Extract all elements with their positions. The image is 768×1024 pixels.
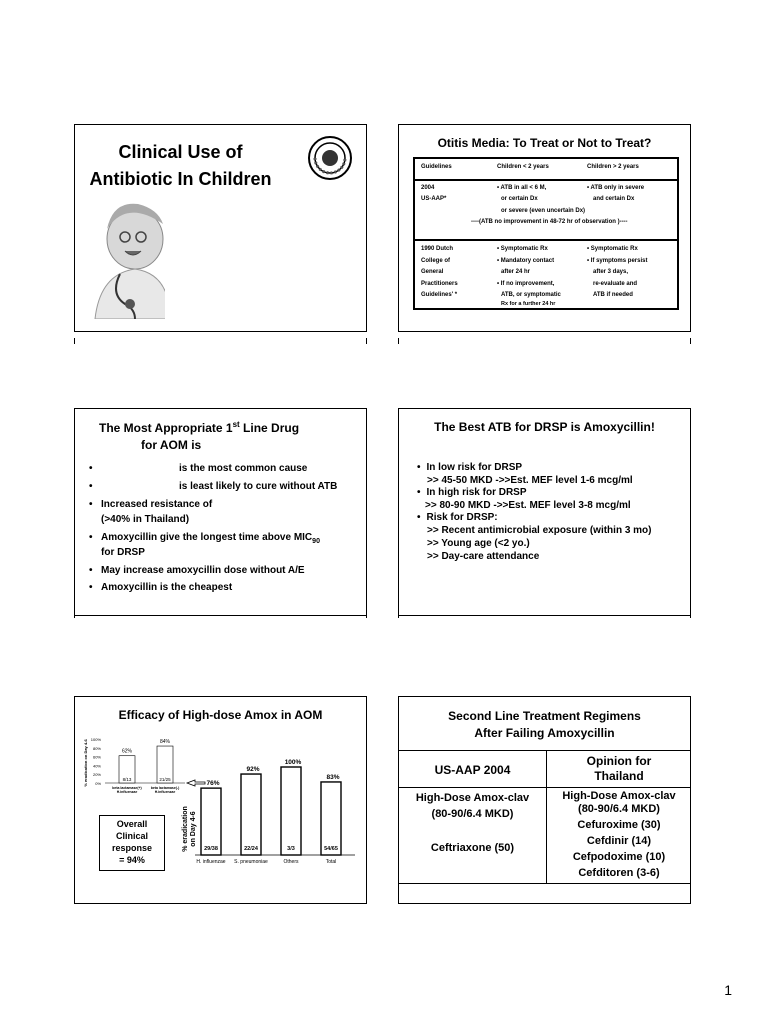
slide-3-title-line-2: for AOM is [141,438,202,452]
slide-5-title: Efficacy of High-dose Amox in AOM [118,708,323,722]
big-chart-count-label: 54/65 [324,846,338,852]
row1-under2: or certain Dx [501,196,538,202]
overall-text: = 94% [119,855,145,865]
row2-under2: • Symptomatic Rx [497,246,548,252]
small-chart-ytick: 20% [92,772,101,778]
header-over-2: Children > 2 years [587,164,639,170]
row1-under2: or severe (even uncertain Dx) [501,208,586,214]
slide-6-title-line-1: Second Line Treatment Regimens [448,709,641,723]
row1-over2: and certain Dx [593,196,635,202]
row2-guideline: Practitioners [421,281,458,287]
bullet-4: • Amoxycillin give the longest time above $MIC_{90}$ [89,531,93,544]
subscript: 90 [312,538,320,545]
small-chart-category: H.influenzae [116,790,138,794]
us-aap-item: Ceftriaxone (50) [430,842,515,854]
small-chart-ytick: 80% [92,745,101,751]
row2-under2: ATB, or symptomatic [501,292,561,298]
thailand-item: (80-90/6.4 MKD) [578,803,660,815]
title-text: The Most Appropriate 1 [99,421,233,435]
title-text: Line Drug [239,421,300,435]
arrow-icon [187,780,205,786]
small-chart-ytick: 40% [92,763,101,769]
drsp-line-3: • In high risk for DRSP [417,487,527,498]
bullet-4-cont: for DRSP [101,547,145,558]
bullet-text: is the most common cause [179,463,308,474]
bullet-5: • May increase amoxycillin dose without A/E [89,565,305,576]
slide-2-title: Otitis Media: To Treat or Not to Treat? [437,136,652,150]
slide-1-title-line-2: Antibiotic In Children [89,169,272,189]
slide-3 [74,408,367,616]
row1-under2: • ATB in all < 6 M, [497,185,547,191]
big-chart-category: Others [283,859,299,865]
drsp-line-8: >> Day-care attendance [427,551,540,562]
big-chart-category: H. influenzae [196,859,226,865]
big-chart-count-label: 3/3 [287,846,295,852]
drsp-line-2: >> 45-50 MKD ->>Est. MEF level 1-6 mcg/ml [427,475,633,486]
us-aap-item: High-Dose Amox-clav [415,792,530,804]
slide-1-title-line-1: Clinical Use of [118,142,243,162]
slide-2 [398,124,691,332]
big-chart-value-label: 76% [206,780,220,788]
overall-text: Clinical [115,831,148,841]
bullet-text: Increased resistance of [101,499,213,510]
header-guidelines: Guidelines [421,164,452,170]
bullet-text: is least likely to cure without ATB [179,481,338,492]
row2-over2: re-evaluate and [593,281,638,287]
big-chart-value-label: 92% [246,766,260,774]
slide-3-title-line-1 [99,420,299,435]
big-chart-count-label: 29/38 [204,846,218,852]
university-seal-icon [307,135,353,181]
regimens-table [399,750,691,884]
thailand-item: Cefditoren (3-6) [578,867,660,879]
small-chart-category: H.influenzae [154,790,176,794]
col-thailand-header-1: Opinion for [586,754,652,768]
bullet-text: Amoxycillin is the cheapest [101,582,233,593]
drsp-line-4: >> 80-90 MKD ->>Est. MEF level 3-8 mcg/ml [425,500,631,511]
bullet-6: • Amoxycillin is the cheapest [89,582,233,593]
thailand-item: Cefpodoxime (10) [572,851,666,863]
bullet-1: • is the most common cause [89,463,308,474]
row2-over2: after 3 days, [593,269,629,275]
col-thailand-header-2: Thailand [594,769,644,783]
small-chart-category: beta lactamase(-) [150,786,180,790]
line-text: In high risk for DRSP [426,487,527,498]
drsp-line-7: >> Young age (<2 yo.) [427,538,530,549]
big-chart-ylabel: % eradication [182,806,189,852]
row1-note: ----(ATB no improvement in 48-72 hr of observation )---- [471,219,628,225]
row2-guideline: 1990 Dutch [421,246,454,252]
slide-4-title: The Best ATB for DRSP is Amoxycillin! [434,420,655,434]
overall-response-box [99,815,165,871]
row2-guideline: General [421,269,444,275]
bullet-text: Amoxycillin give the longest time above MIC [101,532,313,543]
big-chart-bar [241,774,261,855]
row1-guideline: US-AAP* [421,196,447,202]
small-chart-ytick: 0% [95,781,101,786]
big-chart-bar [201,788,221,855]
small-chart-ytick: 60% [92,754,101,760]
us-aap-item: (80-90/6.4 MKD) [431,808,514,820]
small-chart-ytick: 100% [90,737,101,742]
big-chart-value-label: 100% [284,759,302,766]
big-chart-bar [321,782,341,855]
small-chart-category: beta lactamase(+) [112,786,142,790]
slide-6-title-line-2: After Failing Amoxycillin [474,726,615,740]
big-chart-bar [281,767,301,855]
big-chart-ylabel: on Day 4-6 [190,811,197,847]
big-chart-category: Total [325,859,337,865]
small-chart-value-label: 62% [121,748,133,755]
slide-4 [398,408,691,616]
drsp-line-1: • In low risk for DRSP [417,462,523,473]
row2-under2: • Mandatory contact [497,258,555,264]
child-with-stethoscope-image [75,199,165,319]
overall-text: Overall [116,819,148,829]
line-text: In low risk for DRSP [426,462,523,473]
guidelines-table [413,157,679,310]
big-chart-value-label: 83% [326,773,340,781]
big-chart-category: S. pneumoniae [234,859,268,865]
row2-over2: • If symptoms persist [587,258,648,264]
row2-under2: Rx for a further 24 hr [501,301,556,307]
small-chart-count-label: 8/13 [122,777,132,782]
slide-6 [398,696,691,904]
line-text: Risk for DRSP: [426,512,498,523]
row2-over2: • Symptomatic Rx [587,246,638,252]
title-superscript: st [232,420,240,429]
header-under-2: Children < 2 years [497,164,549,170]
bullet-3: • Increased resistance of [89,499,213,510]
page-number: 1 [724,982,732,998]
bullet-text: May increase amoxycillin dose without A/E [101,565,305,576]
row2-guideline: College of [421,258,451,264]
thailand-item: Cefdinir (14) [586,835,652,847]
drsp-line-6: >> Recent antimicrobial exposure (within 3 mo) [427,525,652,536]
thailand-item: Cefuroxime (30) [577,819,661,831]
bullet-2: • is least likely to cure without ATB [89,481,338,492]
big-chart-count-label: 22/24 [244,846,258,852]
row2-over2: ATB if needed [593,292,633,298]
row2-under2: • If no improvement, [497,281,555,287]
row1-over2: • ATB only in severe [587,185,645,191]
row2-under2: after 24 hr [501,269,531,275]
row2-guideline: Guidelines' * [421,292,458,298]
slide-5 [74,696,367,904]
drsp-line-5: • Risk for DRSP: [417,512,498,523]
bullet-3-cont: (>40% in Thailand) [101,514,190,525]
small-chart-count-label: 21/25 [159,777,171,782]
row1-guideline: 2004 [421,185,435,191]
small-chart-value-label: 84% [159,739,171,746]
thailand-item: High-Dose Amox-clav [562,790,676,802]
col-us-aap-header: US-AAP 2004 [434,763,511,777]
small-chart-ylabel: % eradication on Day 4-6 [83,739,88,787]
slide-1 [74,124,367,332]
overall-text: response [111,843,153,853]
